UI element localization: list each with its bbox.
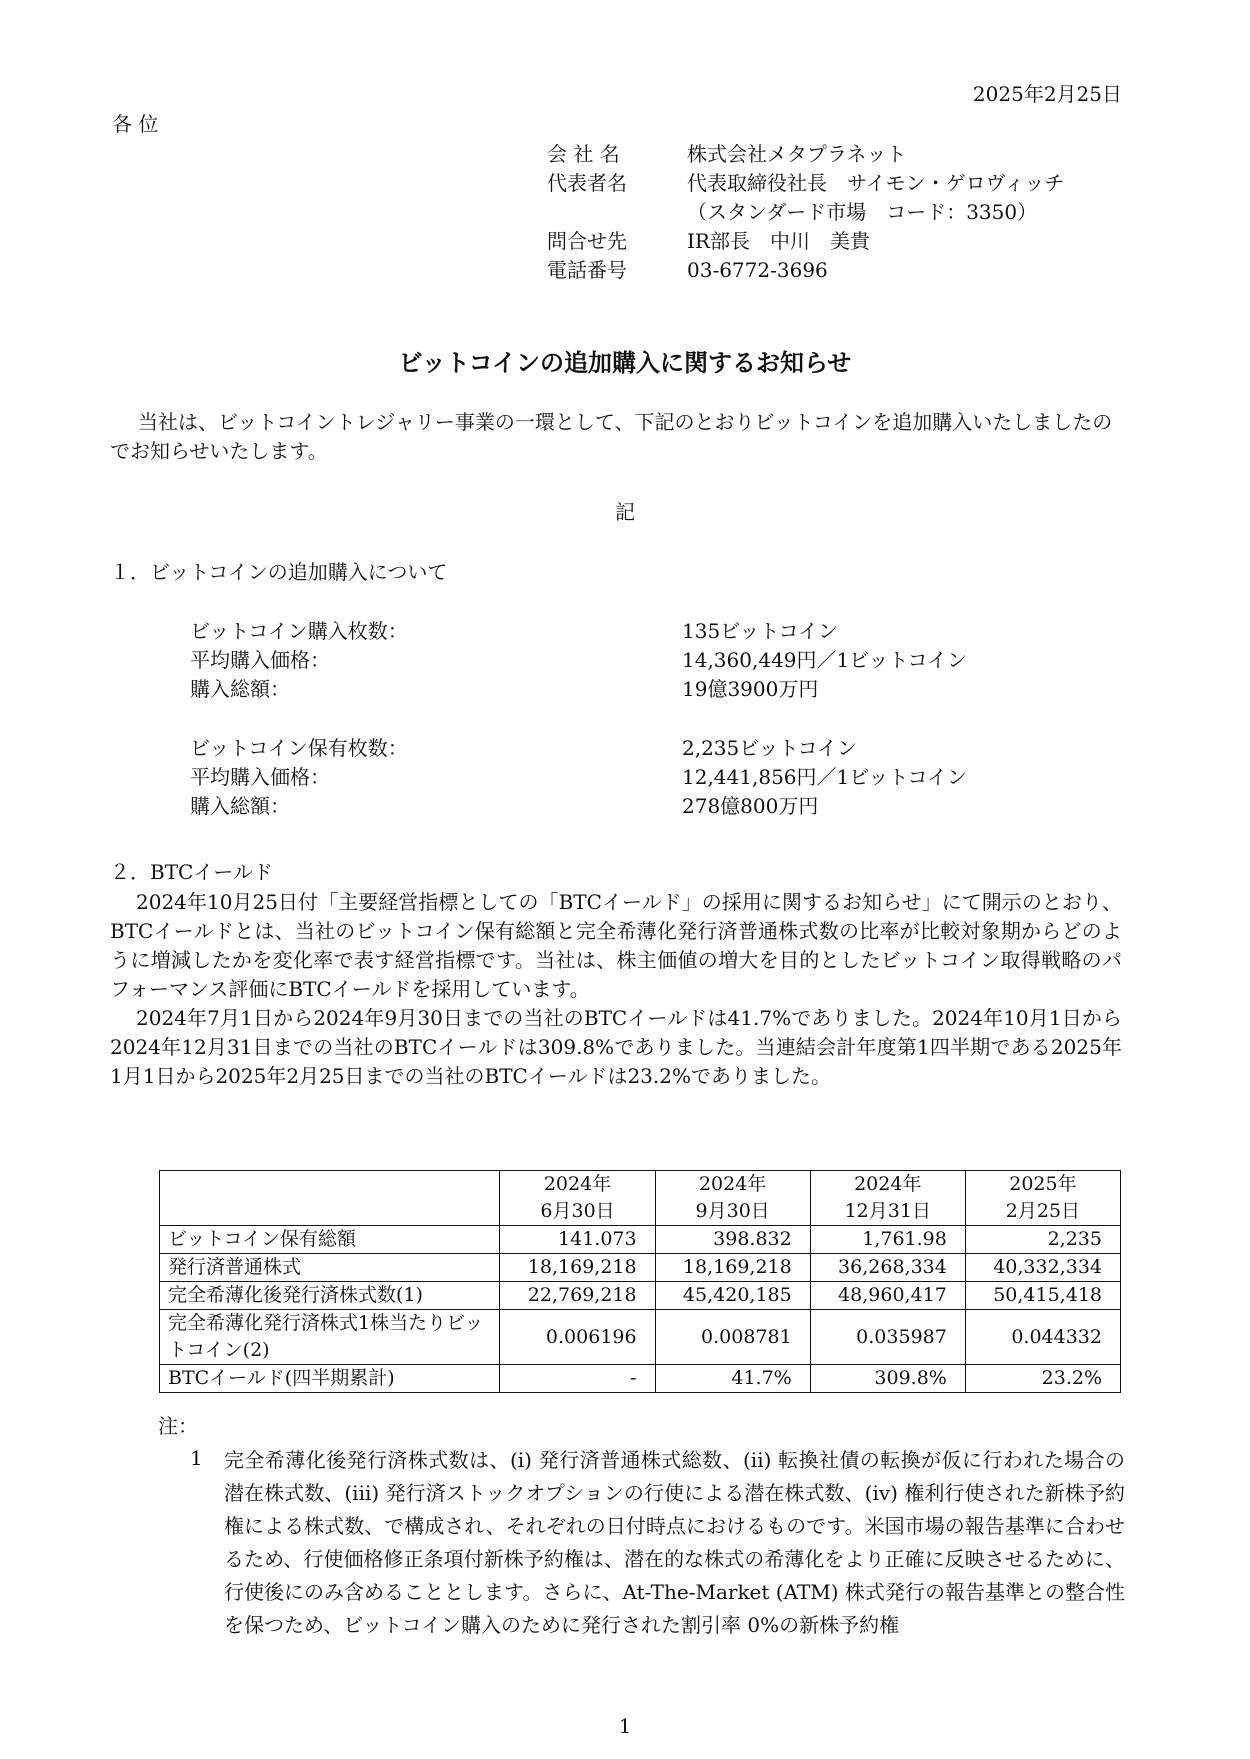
table-row — [160, 1282, 1121, 1310]
purchase-details — [190, 617, 967, 821]
table-corner — [160, 1171, 500, 1226]
btc-yield-table — [159, 1170, 1121, 1393]
company-value: IR部長 中川 美貴 — [687, 229, 870, 253]
table-cell: 0.008781 — [655, 1310, 810, 1365]
section2-paragraph: 2024年7月1日から2024年9月30日までの当社のBTCイールドは41.7%でありました。2024年10月1日から2024年12月31日までの当社のBTCイールドは309.8%でありました。当連結会計年度第1四半期である2025年1月1日から2025年2月25日までの当社のBTCイールドは23.2%でありました。 — [110, 1006, 1122, 1088]
note-item — [190, 1444, 1125, 1642]
notes-label: 注： — [158, 1414, 198, 1438]
table-header-row — [160, 1171, 1121, 1226]
table-cell: 0.044332 — [965, 1310, 1120, 1365]
note-text: 完全希薄化後発行済株式数は、(i) 発行済普通株式総数、(ii) 転換社債の転換が仮に行われた場合の潜在株式数、(iii) 発行済ストックオプションの行使による潜在株式数、(iv) 権利行使された新株予約権による株式数、で構成され、それぞれの日付時点におけるものです。米国市場の報告基準に合わせるため、行使価格修正条項付新株予約権は、潜在的な株式の希薄化をより正確に反映させるために、行使後にのみ含めることとします。さらに、At-The-Market (ATM) 株式発行の報告基準との整合性を保つため、ビットコイン購入のために発行された割引率 0%の新株予約権 — [224, 1448, 1125, 1637]
detail-row — [190, 734, 967, 763]
detail-row — [190, 646, 967, 675]
detail-key: 購入総額： — [190, 794, 290, 818]
company-row — [547, 256, 1064, 285]
note-number: 1 — [190, 1446, 203, 1470]
company-value: 03-6772-3696 — [687, 258, 828, 282]
row-label: 発行済普通株式 — [160, 1254, 500, 1282]
section2-paragraph: 2024年10月25日付「主要経営指標としての「BTCイールド」の採用に関するお知らせ」にて開示のとおり、BTCイールドとは、当社のビットコイン保有総額と完全希薄化発行済普通株式数の比率が比較対象期からどのように増減したかを変化率で表す経営指標です。当社は、株主価値の増大を目的としたビットコイン取得戦略のパフォーマンス評価にBTCイールドを採用しています。 — [110, 890, 1122, 1001]
row-label: BTCイールド(四半期累計) — [160, 1365, 500, 1393]
company-key: 会 社 名 — [547, 142, 620, 166]
company-row — [547, 227, 1064, 256]
company-value: 株式会社メタプラネット — [687, 142, 907, 166]
table-header-cell: 2024年 6月30日 — [500, 1171, 655, 1226]
section2-heading: ２．BTCイールド — [110, 860, 273, 884]
detail-value: 12,441,856円／1ビットコイン — [682, 765, 968, 789]
row-label: ビットコイン保有総額 — [160, 1226, 500, 1254]
page-number: 1 — [618, 1714, 632, 1738]
table-row — [160, 1365, 1121, 1393]
detail-row — [190, 763, 967, 792]
company-key: 代表者名 — [547, 171, 627, 195]
table-cell: 18,169,218 — [655, 1254, 810, 1282]
detail-key: 平均購入価格： — [190, 765, 330, 789]
ki-marker: 記 — [615, 500, 635, 524]
table-cell: 22,769,218 — [500, 1282, 655, 1310]
table-row — [160, 1226, 1121, 1254]
table-cell: 2,235 — [965, 1226, 1120, 1254]
table-cell: 23.2% — [965, 1365, 1120, 1393]
row-label: 完全希薄化発行済株式1株当たりビットコイン(2) — [160, 1310, 500, 1365]
table-cell: 41.7% — [655, 1365, 810, 1393]
row-label: 完全希薄化後発行済株式数(1) — [160, 1282, 500, 1310]
table-cell: 40,332,334 — [965, 1254, 1120, 1282]
detail-row — [190, 792, 967, 821]
company-row — [547, 198, 1064, 227]
company-key — [547, 198, 687, 227]
detail-value: 14,360,449円／1ビットコイン — [682, 648, 968, 672]
table-cell: 45,420,185 — [655, 1282, 810, 1310]
table-cell: 1,761.98 — [810, 1226, 965, 1254]
section2-body — [110, 888, 1122, 1091]
table-header-cell: 2024年 12月31日 — [810, 1171, 965, 1226]
company-value: 代表取締役社長 サイモン・ゲロヴィッチ — [687, 171, 1065, 195]
table-cell: 50,415,418 — [965, 1282, 1120, 1310]
table-cell: 0.006196 — [500, 1310, 655, 1365]
detail-value: 2,235ビットコイン — [682, 736, 858, 760]
document-date: 2025年2月25日 — [972, 82, 1122, 106]
detail-key: 平均購入価格： — [190, 648, 330, 672]
detail-value: 135ビットコイン — [682, 619, 838, 643]
table-row — [160, 1254, 1121, 1282]
company-row — [547, 169, 1064, 198]
table-cell: 309.8% — [810, 1365, 965, 1393]
table-cell: 141.073 — [500, 1226, 655, 1254]
intro-paragraph: 当社は、ビットコイントレジャリー事業の一環として、下記のとおりビットコインを追加購入いたしましたのでお知らせいたします。 — [110, 410, 1113, 463]
detail-row — [190, 675, 967, 704]
company-row — [547, 140, 1064, 169]
company-key: 問合せ先 — [547, 229, 627, 253]
table-cell: - — [500, 1365, 655, 1393]
detail-key: ビットコイン保有枚数： — [190, 736, 408, 760]
table-cell: 18,169,218 — [500, 1254, 655, 1282]
section1-heading: １．ビットコインの追加購入について — [110, 560, 448, 584]
table-header-cell: 2024年 9月30日 — [655, 1171, 810, 1226]
table-header-cell: 2025年 2月25日 — [965, 1171, 1120, 1226]
table-cell: 398.832 — [655, 1226, 810, 1254]
company-info — [547, 140, 1064, 285]
company-value: （スタンダード市場 コード：3350） — [687, 200, 1038, 224]
recipients: 各 位 — [112, 112, 159, 136]
table-cell: 48,960,417 — [810, 1282, 965, 1310]
page-title: ビットコインの追加購入に関するお知らせ — [398, 348, 852, 377]
detail-key: 購入総額： — [190, 677, 290, 701]
detail-value: 19億3900万円 — [682, 677, 819, 701]
table-row — [160, 1310, 1121, 1365]
detail-value: 278億800万円 — [682, 794, 819, 818]
company-key: 電話番号 — [547, 258, 627, 282]
table-cell: 36,268,334 — [810, 1254, 965, 1282]
detail-key: ビットコイン購入枚数： — [190, 619, 408, 643]
table-cell: 0.035987 — [810, 1310, 965, 1365]
detail-row — [190, 617, 967, 646]
